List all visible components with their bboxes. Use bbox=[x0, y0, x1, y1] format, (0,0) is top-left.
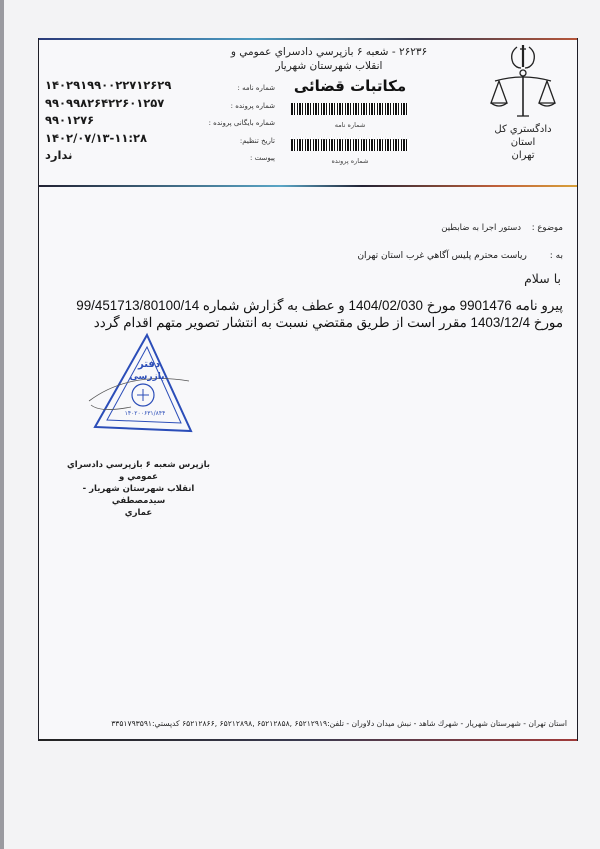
archive-number-label: شماره بايگانى پرونده : bbox=[208, 119, 275, 127]
case-number-barcode bbox=[291, 139, 409, 151]
court-name bbox=[483, 123, 563, 162]
signer-line1: بازپرس شعبه ۶ بازپرسي دادسراي عمومي و bbox=[66, 460, 210, 482]
case-number-label: شماره پرونده : bbox=[230, 101, 275, 110]
letter-number-value: ۱۴۰۲۹۱۹۹۰۰۲۲۷۱۲۶۲۹ bbox=[45, 78, 172, 92]
document-title: مكاتبات قضائى bbox=[293, 77, 407, 95]
title-barcode-block bbox=[285, 77, 415, 175]
recipient-line bbox=[357, 251, 563, 261]
case-number-value: ۹۹۰۹۹۸۲۶۴۲۲۶۰۱۲۵۷ bbox=[45, 95, 165, 110]
letter-number-barcode bbox=[291, 103, 409, 115]
subject-value: دستور اجرا به ضابطين bbox=[441, 223, 522, 233]
recipient-value: رياست محترم پليس آگاهي غرب استان تهران bbox=[357, 251, 527, 261]
issue-date-label: تاريخ تنظيم: bbox=[239, 136, 275, 145]
frame-bottom-border bbox=[39, 739, 577, 741]
meta-labels bbox=[175, 80, 275, 168]
court-name-line1: دادگستري كل استان bbox=[494, 124, 552, 148]
letter-body bbox=[69, 297, 563, 331]
letter-body-line2: مورخ 1403/12/4 مقرر است از طريق مقتضي نسبت به انتشار تصوير متهم اقدام گردد bbox=[93, 315, 563, 330]
letter-number-label: شماره نامه : bbox=[237, 84, 275, 92]
emblem-block bbox=[483, 43, 563, 162]
signature-block bbox=[61, 459, 216, 519]
branch-title: ۲۶۲۳۶ - شعبه ۶ بازپرسي دادسراي عمومي و انقلاب شهرستان شهريار bbox=[230, 46, 428, 72]
letterhead bbox=[39, 39, 577, 186]
scales-of-justice-icon bbox=[487, 43, 559, 121]
archive-number-value: ۹۹۰۱۲۷۶ bbox=[45, 113, 95, 127]
signer-line3: عماري bbox=[124, 508, 153, 518]
recipient-label: به : bbox=[549, 251, 563, 261]
svg-text:۱۴۰۲۰۰۶۳۱/۸۴۴: ۱۴۰۲۰۰۶۳۱/۸۴۴ bbox=[124, 410, 166, 417]
subject-line bbox=[441, 223, 563, 233]
attachment-label: پيوست : bbox=[250, 154, 275, 162]
greeting: با سلام bbox=[524, 271, 561, 286]
header-divider bbox=[39, 185, 577, 187]
svg-text:بازرسی: بازرسی bbox=[129, 372, 165, 382]
case-number-barcode-label: شماره پرونده bbox=[331, 157, 369, 165]
court-name-line2: تهران bbox=[511, 150, 535, 161]
footer-address: استان تهران - شهرستان شهريار - شهرك شاهد - نبش ميدان دلاوران - تلفن:۶۵۲۱۲۹۱۹ ,۶۵۲۱۲۸۵۸ ,۶۵۲۱۲۸۹۸ ,۶۵۲۱۲۸۶۶ كدپستي:۳۳۵۱۷۹۳۵۹۱ bbox=[111, 719, 567, 728]
letter-body-line1: پيرو نامه 9901476 مورخ 1404/02/030 و عطف به گزارش شماره 99/451713/80100/14 bbox=[76, 298, 563, 313]
meta-values bbox=[45, 77, 175, 165]
issue-date-value: ۱۴۰۲/۰۷/۱۳-۱۱:۲۸ bbox=[45, 130, 148, 145]
svg-text:دفتر: دفتر bbox=[138, 359, 160, 370]
letter-number-barcode-label: شماره نامه bbox=[334, 121, 366, 129]
document-frame bbox=[38, 38, 578, 741]
office-triangle-stamp bbox=[87, 331, 197, 441]
subject-label: موضوع : bbox=[531, 223, 563, 233]
signer-line2: انقلاب شهرستان شهريار - سيدمصطفي bbox=[82, 484, 195, 506]
scan-edge-shadow bbox=[0, 0, 4, 849]
attachment-value: ندارد bbox=[45, 148, 73, 162]
